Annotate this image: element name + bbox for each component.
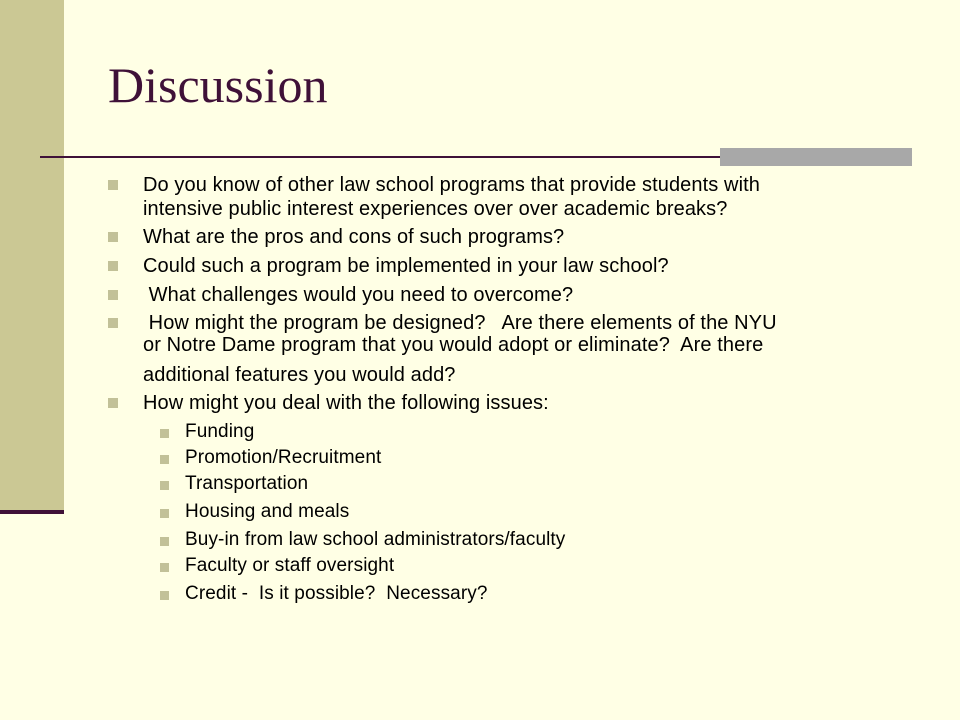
bullet-text-line: or Notre Dame program that you would adopt or eliminate? Are there — [143, 334, 764, 356]
bullet-text-line: How might you deal with the following issues: — [143, 392, 549, 414]
sub-bullet-text: Faculty or staff oversight — [185, 555, 395, 576]
bullet-text-line: What challenges would you need to overcome? — [143, 284, 574, 306]
sub-bullet-marker — [160, 429, 169, 438]
sub-bullet-marker — [160, 591, 169, 600]
bullet-text-line: intensive public interest experiences over over academic breaks? — [143, 198, 728, 220]
sub-bullet-marker — [160, 481, 169, 490]
slide-title: Discussion — [108, 57, 328, 113]
bullet-marker — [108, 261, 118, 271]
bullet-text-line: What are the pros and cons of such programs? — [143, 226, 565, 248]
bullet-marker — [108, 290, 118, 300]
bullet-marker — [108, 180, 118, 190]
sub-bullet-text: Transportation — [185, 473, 309, 494]
sub-bullet-text: Promotion/Recruitment — [185, 447, 382, 468]
sub-bullet-text: Housing and meals — [185, 501, 350, 522]
sub-bullet-marker — [160, 537, 169, 546]
bullet-text-line: Do you know of other law school programs that provide students with — [143, 174, 761, 196]
sub-bullet-marker — [160, 509, 169, 518]
bullet-text-line: Could such a program be implemented in your law school? — [143, 255, 669, 277]
sub-bullet-marker — [160, 563, 169, 572]
bullet-text-line: additional features you would add? — [143, 364, 456, 386]
bullet-marker — [108, 232, 118, 242]
bullet-marker — [108, 398, 118, 408]
bullet-marker — [108, 318, 118, 328]
bullet-text-line: How might the program be designed? Are there elements of the NYU — [143, 312, 777, 334]
sub-bullet-text: Buy-in from law school administrators/faculty — [185, 529, 566, 550]
sub-bullet-text: Credit - Is it possible? Necessary? — [185, 583, 488, 604]
sub-bullet-marker — [160, 455, 169, 464]
sub-bullet-text: Funding — [185, 421, 255, 442]
